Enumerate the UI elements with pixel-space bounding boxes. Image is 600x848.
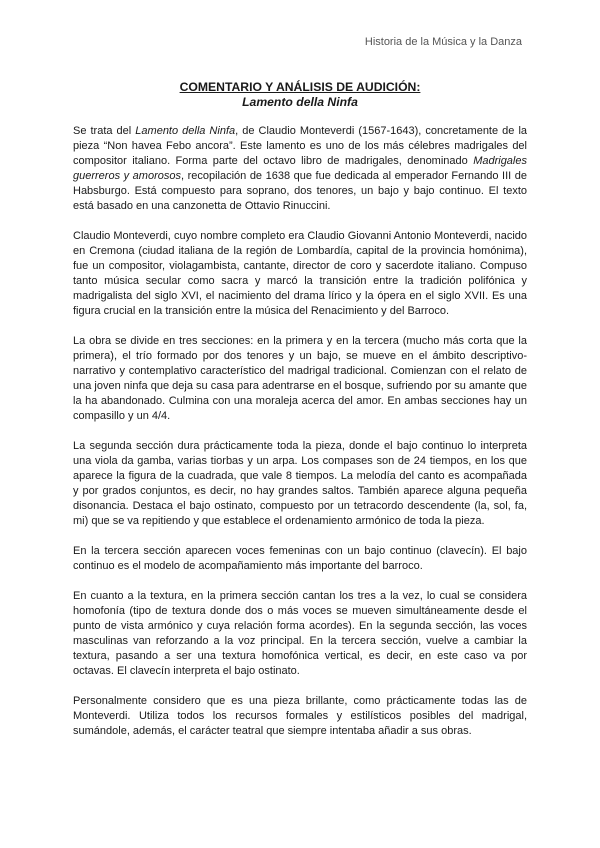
paragraph-4: La segunda sección dura prácticamente toda la pieza, donde el bajo continuo lo interpreta una viola da gamba, varias tiorbas y un arpa. Los compases son de 24 tiempos, en los que aparece la figura de la cuadrada, que vale 8 tiempos. La melodía del canto es acompañada y por grados conjuntos, es decir, no hay grandes saltos. También aparece alguna pequeña disonancia. Destaca el bajo ostinato, compuesto por un tetracordo descendente (la, sol, fa, mi) que se va repitiendo y que establece el ordenamiento armónico de toda la pieza. <box>73 440 527 527</box>
title-block <box>0 80 600 110</box>
paragraph-7: Personalmente considero que es una pieza brillante, como prácticamente todas las de Monteverdi. Utiliza todos los recursos formales y estilísticos posibles del madrigal, sumándole, además, el carácter teatral que siempre intentaba añadir a sus obras. <box>73 695 527 737</box>
document-body <box>73 124 527 754</box>
p1-text-b: , de Claudio Monteverdi (1567-1643), concretamente de la pieza “Non havea Febo ancora”. Este lamento es uno de los más célebres madrigales del compositor italiano. Forma parte del octavo libro de madrigales, denominado <box>73 125 527 167</box>
p1-italic-title: Lamento della Ninfa <box>135 125 236 137</box>
paragraph-5: En la tercera sección aparecen voces femeninas con un bajo continuo (clavecín). El bajo continuo es el modelo de acompañamiento más importante del barroco. <box>73 545 527 572</box>
paragraph-2: Claudio Monteverdi, cuyo nombre completo era Claudio Giovanni Antonio Monteverdi, nacido en Cremona (ciudad italiana de la región de Lombardía, capital de la provincia homónima), fue un compositor, violagambista, cantante, director de coro y sacerdote italiano. Compuso tanto música secular como sacra y marcó la transición entre la tradición polifónica y madrigalista del siglo XVI, el nacimiento del drama lírico y la ópera en el siglo XVII. Es una figura crucial en la transición entre la música del Renacimiento y del Barroco. <box>73 230 527 317</box>
paragraph-6: En cuanto a la textura, en la primera sección cantan los tres a la vez, lo cual se considera homofonía (tipo de textura donde dos o más voces se mueven simultáneamente desde el punto de vista armónico y cuya relación forma acordes). En la segunda sección, las voces masculinas van reforzando a la voz principal. En la tercera sección, vuelve a cambiar la textura, pasando a ser una textura homofónica vertical, es decir, en este caso va por octavas. El clavecín interpreta el bajo ostinato. <box>73 590 527 677</box>
paragraph-1 <box>73 124 527 214</box>
page-header: Historia de la Música y la Danza <box>364 36 522 48</box>
paragraph-3: La obra se divide en tres secciones: en la primera y en la tercera (mucho más corta que la primera), el trío formado por dos tenores y un bajo, se mueve en el ámbito descriptivo-narrativo y contemplativo característico del madrigal tradicional. Comienzan con el relato de una joven ninfa que deja su casa para adentrarse en el bosque, sufriendo por su amante que la ha abandonado. Culmina con una moraleja acerca del amor. En ambas secciones hay un compasillo y un 4/4. <box>73 335 527 422</box>
document-subtitle: Lamento della Ninfa <box>242 95 358 109</box>
p1-text-a: Se trata del <box>73 125 136 137</box>
document-title: COMENTARIO Y ANÁLISIS DE AUDICIÓN: <box>179 80 421 94</box>
p1-text-c: , recopilación de 1638 que fue dedicada al emperador Fernando III de Habsburgo. Está compuesto para soprano, dos tenores, un bajo y bajo continuo. El texto está basado en una canzonetta de Ottavio Rinuccini. <box>73 170 527 212</box>
p1-italic-book: Madrigales guerreros y amorosos <box>73 155 527 182</box>
